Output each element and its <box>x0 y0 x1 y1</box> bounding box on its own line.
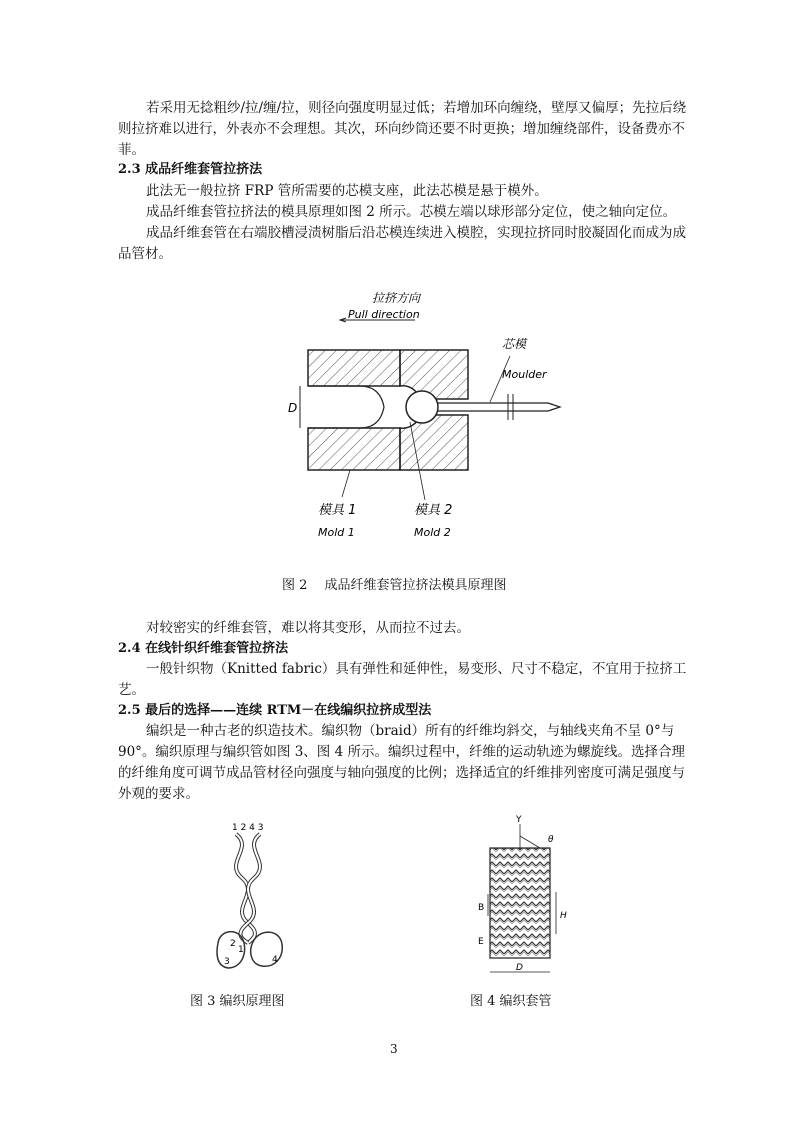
strand-4: 4 <box>272 955 278 965</box>
moulder-label-en: Moulder <box>502 368 547 381</box>
y-axis-label: Y <box>516 815 522 825</box>
paragraph-7: 编织是一种古老的织造技术。编织物（braid）所有的纤维均斜交，与轴线夹角不呈 0°与 90°。编织原理与编织管如图 3、图 4 所示。编织过程中，纤维的运动轨迹为螺旋线。选择合理的纤维角度可调节成品管材径向强度与轴向强度的比例；选择适宜的纤维排列密度可满足强度与外观的要求。 <box>118 723 685 802</box>
paragraph-6: 一般针织物（Knitted fabric）具有弹性和延伸性，易变形、尺寸不稳定，不宜用于拉挤工艺。 <box>118 661 687 698</box>
strand-2: 2 <box>230 939 236 949</box>
heading-2-4: 2.4 在线针织纤维套管拉挤法 <box>118 641 289 656</box>
moulder-label-cn: 芯模 <box>502 337 527 351</box>
figure-3-braiding-diagram <box>214 818 304 978</box>
paragraph-5: 对较密实的纤维套管，难以将其变形，从而拉不过去。 <box>146 620 470 636</box>
paragraph-3: 成品纤维套管拉挤法的模具原理如图 2 所示。芯模左端以球形部分定位，使之轴向定位。 <box>146 204 677 220</box>
mold-2-label-cn: 模具 2 <box>414 503 453 518</box>
figure-2-mold-diagram <box>280 282 580 552</box>
paragraph-2: 此法无一般拉挤 FRP 管所需要的芯模支座，此法芯模是悬于模外。 <box>146 183 548 199</box>
d-label: D <box>288 401 298 415</box>
strand-1: 1 <box>238 945 244 955</box>
figure-4-caption: 图 4 编织套管 <box>470 994 552 1009</box>
strand-3: 3 <box>224 957 230 967</box>
heading-2-5: 2.5 最后的选择——连续 RTM－在线编织拉挤成型法 <box>118 703 432 718</box>
mold-1-label-cn: 模具 1 <box>318 503 357 518</box>
strand-numbers: 1 2 4 3 <box>232 823 264 833</box>
heading-2-3: 2.3 成品纤维套管拉挤法 <box>118 162 263 177</box>
braided-tube-body <box>490 848 550 958</box>
page-number: 3 <box>390 1042 398 1056</box>
spherical-locator <box>406 391 438 423</box>
paragraph-1: 若采用无捻粗纱/拉/缠/拉，则径向强度明显过低；若增加环向缠绕，壁厚又偏厚；先拉后绕则拉挤难以进行，外表亦不会理想。其次，环向纱筒还要不时更换；增加缠绕部件，设备费亦不菲。 <box>118 100 687 158</box>
mold-2-top <box>400 350 468 399</box>
d-label-fig4: D <box>516 963 523 973</box>
mold-1-bottom <box>308 428 400 470</box>
figure-3-caption: 图 3 编织原理图 <box>190 994 285 1009</box>
h-label: H <box>560 911 567 921</box>
e-label: E <box>478 937 484 947</box>
mold-1-top <box>308 350 400 386</box>
figure-4-braided-tube <box>472 812 582 982</box>
paragraph-4: 成品纤维套管在右端胶槽浸渍树脂后沿芯模连续进入模腔，实现拉挤同时胶凝固化而成为成品管材。 <box>118 225 686 262</box>
pull-direction-cn: 拉挤方向 <box>372 291 421 305</box>
mold-1-label-en: Mold 1 <box>318 526 355 539</box>
mold-2-label-en: Mold 2 <box>414 526 451 539</box>
b-label: B <box>478 903 485 913</box>
theta-label: θ <box>548 835 554 845</box>
figure-2-caption: 图 2 成品纤维套管拉挤法模具原理图 <box>282 578 507 593</box>
pull-direction-en: Pull direction <box>348 308 420 321</box>
mandrel-tip <box>360 386 384 428</box>
